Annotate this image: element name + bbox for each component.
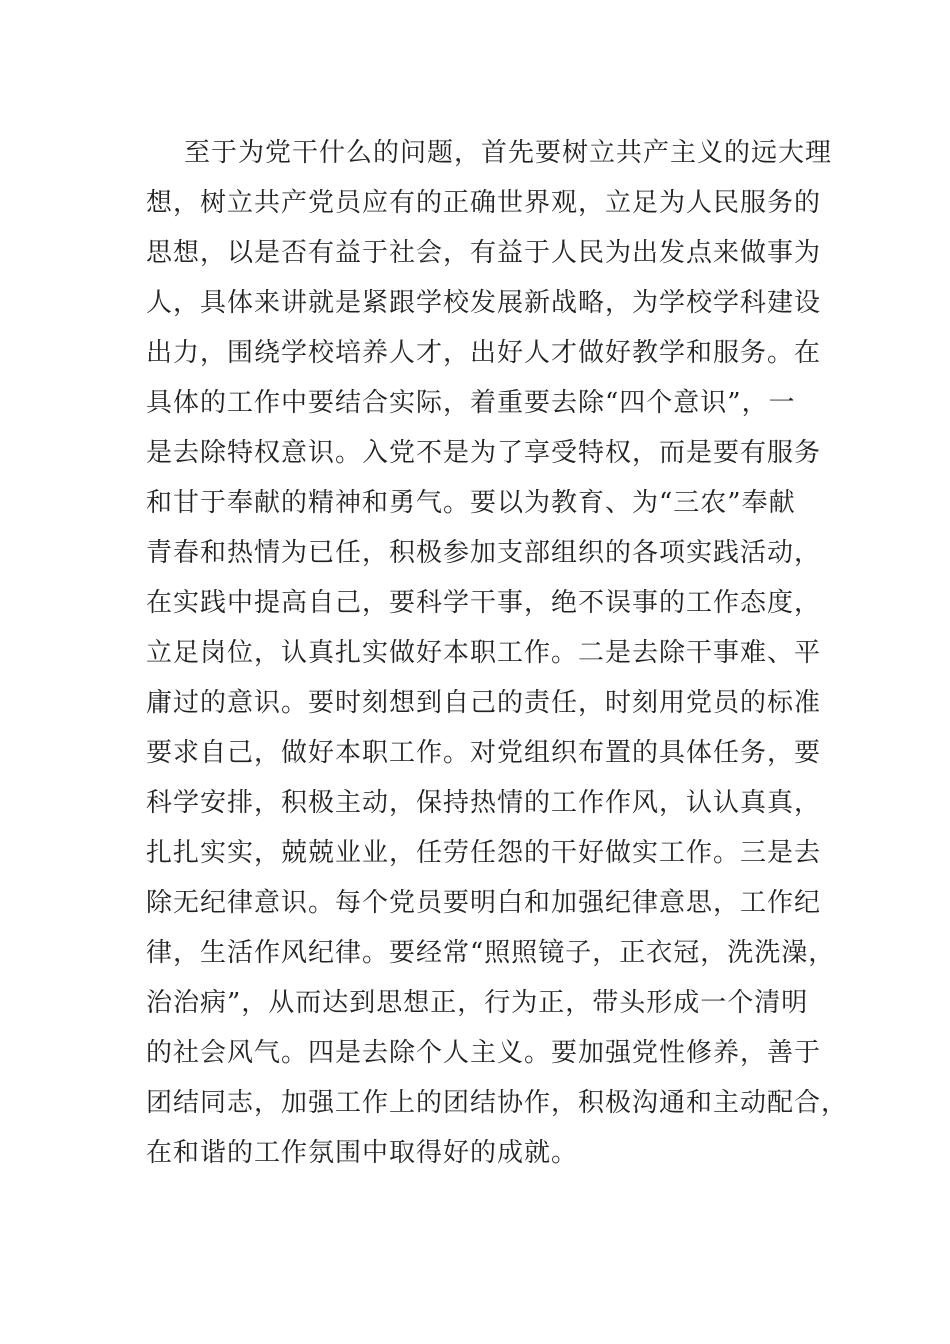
paragraph-line: 庸过的意识。要时刻想到自己的责任，时刻用党员的标准 — [146, 688, 822, 718]
paragraph-line: 的社会风气。四是去除个人主义。要加强党性修养，善于 — [146, 1038, 822, 1068]
paragraph-line: 律，生活作风纪律。要经常“照照镜子，正衣冠，洗洗澡， — [146, 938, 836, 968]
paragraph-line: 具体的工作中要结合实际，着重要去除“四个意识”，一 — [146, 388, 796, 418]
paragraph-line: 在实践中提高自己，要科学干事，绝不误事的工作态度， — [146, 588, 822, 618]
body-paragraph — [146, 128, 849, 1178]
paragraph-line: 扎扎实实，兢兢业业，任劳任怨的干好做实工作。三是去 — [146, 838, 822, 868]
paragraph-line: 出力，围绕学校培养人才，出好人才做好教学和服务。在 — [146, 338, 822, 368]
paragraph-line: 除无纪律意识。每个党员要明白和加强纪律意思，工作纪 — [146, 888, 822, 918]
paragraph-line: 人，具体来讲就是紧跟学校发展新战略，为学校学科建设 — [146, 288, 822, 318]
paragraph-line: 团结同志，加强工作上的团结协作，积极沟通和主动配合， — [146, 1088, 849, 1118]
paragraph-line: 和甘于奉献的精神和勇气。要以为教育、为“三农”奉献 — [146, 488, 796, 518]
paragraph-line: 至于为党干什么的问题，首先要树立共产主义的远大理 — [184, 138, 833, 168]
paragraph-line: 治治病”，从而达到思想正，行为正，带头形成一个清明 — [146, 988, 809, 1018]
paragraph-line: 青春和热情为已任，积极参加支部组织的各项实践活动， — [146, 538, 822, 568]
paragraph-line: 是去除特权意识。入党不是为了享受特权，而是要有服务 — [146, 438, 822, 468]
paragraph-line: 科学安排，积极主动，保持热情的工作作风，认认真真， — [146, 788, 822, 818]
paragraph-line: 思想，以是否有益于社会，有益于人民为出发点来做事为 — [146, 238, 822, 268]
paragraph-line: 立足岗位，认真扎实做好本职工作。二是去除干事难、平 — [146, 638, 822, 668]
paragraph-line: 想，树立共产党员应有的正确世界观，立足为人民服务的 — [146, 188, 822, 218]
paragraph-line: 在和谐的工作氛围中取得好的成就。 — [146, 1138, 579, 1168]
paragraph-line: 要求自己，做好本职工作。对党组织布置的具体任务，要 — [146, 738, 822, 768]
